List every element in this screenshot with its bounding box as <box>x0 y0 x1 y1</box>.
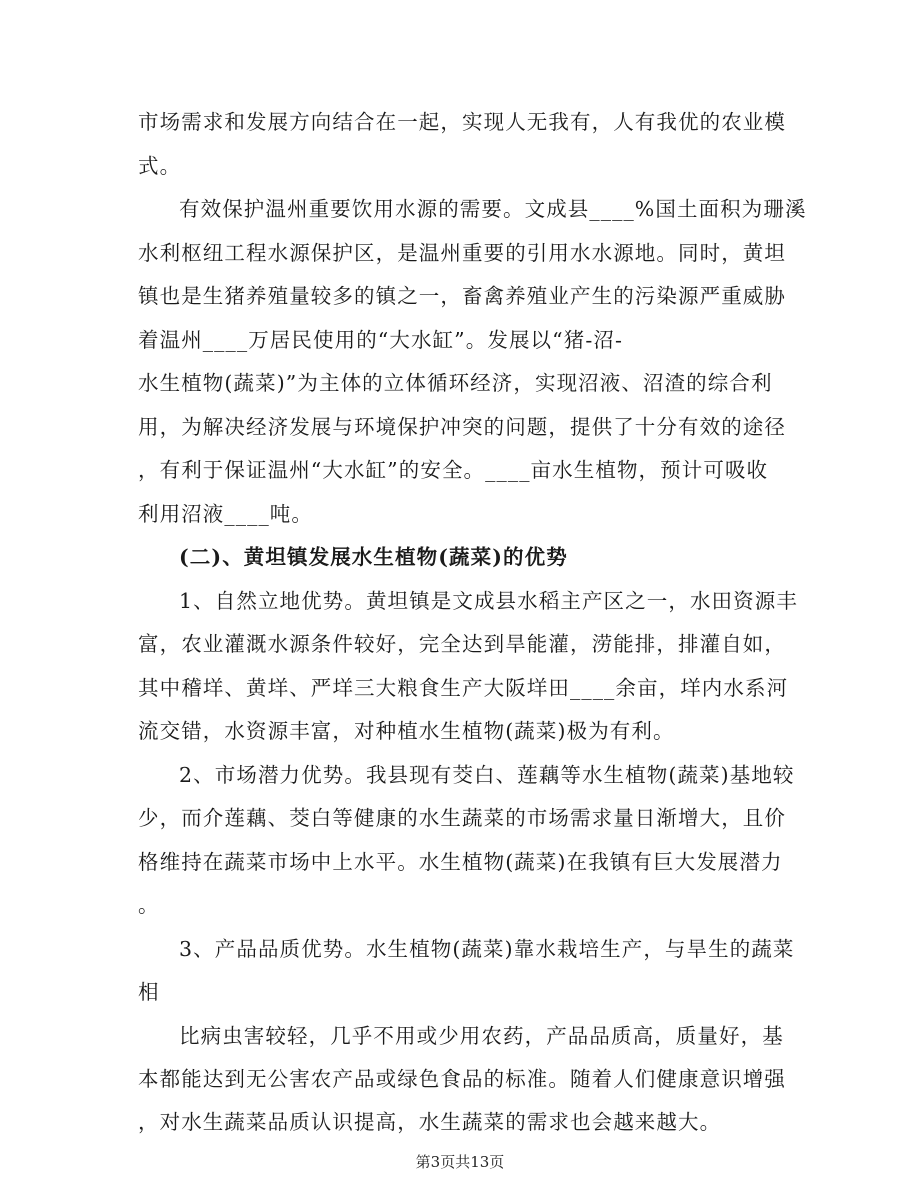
text-line: 镇也是生猪养殖量较多的镇之一，畜禽养殖业产生的污染源严重威胁 <box>138 284 786 308</box>
text-line: 流交错，水资源丰富，对种植水生植物(蔬菜)极为有利。 <box>138 719 675 743</box>
text-line: 比病虫害较轻，几乎不用或少用农药，产品品质高，质量好，基 <box>179 1024 784 1048</box>
text-line: 水利枢纽工程水源保护区，是温州重要的引用水水源地。同时，黄坦 <box>138 241 786 265</box>
text-line: 少，而介莲藕、茭白等健康的水生蔬菜的市场需求量日渐增大，且价 <box>138 806 786 830</box>
section-heading: (二)、黄坦镇发展水生植物(蔬菜)的优势 <box>179 545 568 569</box>
text-line: 格维持在蔬菜市场中上水平。水生植物(蔬菜)在我镇有巨大发展潜力 <box>138 850 783 874</box>
text-line: 着温州____万居民使用的“大水缸”。发展以“猪-沼- <box>138 328 623 352</box>
text-line: ，对水生蔬菜品质认识提高，水生蔬菜的需求也会越来越大。 <box>138 1110 722 1134</box>
text-line: 2、市场潜力优势。我县现有茭白、莲藕等水生植物(蔬菜)基地较 <box>179 763 795 787</box>
text-line: 。 <box>138 893 160 917</box>
text-line: ，有利于保证温州“大水缸”的安全。____亩水生植物，预计可吸收 <box>138 458 769 482</box>
text-line: 有效保护温州重要饮用水源的需要。文成县____%国土面积为珊溪 <box>179 197 807 221</box>
page-footer: 第3页共13页 <box>415 1153 505 1171</box>
text-line: 用，为解决经济发展与环境保护冲突的问题，提供了十分有效的途径 <box>138 415 786 439</box>
text-line: 其中稽垟、黄垟、严垟三大粮食生产大阪垟田____余亩，垟内水系河 <box>138 676 789 700</box>
text-line: 1、自然立地优势。黄坦镇是文成县水稻主产区之一，水田资源丰 <box>179 589 798 613</box>
text-line: 水生植物(蔬菜)”为主体的立体循环经济，实现沼液、沼渣的综合利 <box>138 371 773 395</box>
text-line: 式。 <box>138 154 182 178</box>
text-line: 富，农业灌溉水源条件较好，完全达到旱能灌，涝能排，排灌自如， <box>138 632 786 656</box>
text-line: 相 <box>138 980 160 1004</box>
text-line: 利用沼液____吨。 <box>138 502 313 526</box>
text-line: 本都能达到无公害农产品或绿色食品的标准。随着人们健康意识增强 <box>138 1067 786 1091</box>
text-line: 3、产品品质优势。水生植物(蔬菜)靠水栽培生产，与旱生的蔬菜 <box>179 937 795 961</box>
text-line: 市场需求和发展方向结合在一起，实现人无我有，人有我优的农业模 <box>138 110 786 134</box>
